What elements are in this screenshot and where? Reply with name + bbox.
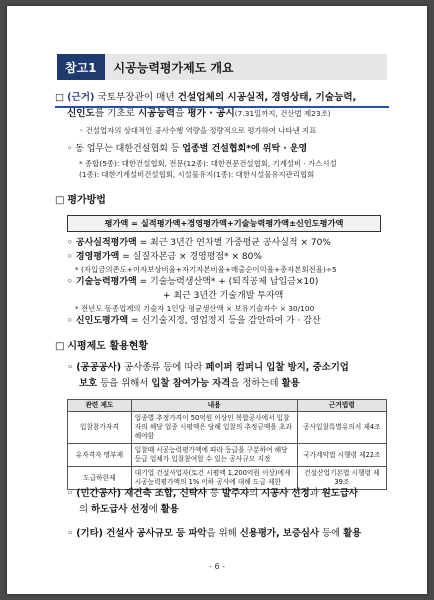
formula-box: 평가액 = 실적평가액+경영평가액+기술능력평가액±신인도평가액 <box>67 215 381 232</box>
table-cell: 유자격자 명부제 <box>68 444 132 467</box>
highlight-underline <box>55 106 389 108</box>
table-cell: 입찰참가자격 <box>68 412 132 444</box>
table-row <box>68 412 387 444</box>
table-header: 근거법령 <box>297 400 386 412</box>
public-paragraph: ◦ (공공공사) 공사종류 등에 따라 페이퍼 컴퍼니 입찰 방지, 중소기업 보호 등을 위해서 입찰 참여가능 자격을 정하는데 활용 <box>67 362 349 389</box>
section-title <box>57 54 387 80</box>
table-cell: 업종별 추정가격이 50억원 이상인 복합공사에서 입찰자의 해당 업종 시평액은 당해 입찰의 추정금액을 초과해야함 <box>131 412 297 444</box>
table-header: 내용 <box>131 400 297 412</box>
method-heading: □ 평가방법 <box>55 195 106 206</box>
basis-note1: * 종합(5종): 대한건설협회, 전문(12종): 대한전문건설협회, 기계설비 · 가스시설 <box>79 159 337 168</box>
document-page <box>7 6 427 594</box>
table-cell: 대기업 건설사업자(토건 시평액 1,200억원 이상)에게 시공능력평가액의 1% 이하 공사에 대해 도급 제한 <box>131 467 297 490</box>
basis-sub1: ◦ 건설업자의 상대적인 공사수행 역량을 정량적으로 평가하여 나타낸 지표 <box>79 126 317 135</box>
private-paragraph: ◦ (민간공사) 재건축 조합, 신탁사 등 발주자의 시공사 선정과 원도급사 의 하도급사 선정에 활용 <box>67 488 358 515</box>
table-header: 관련 제도 <box>68 400 132 412</box>
basis-sub2: ◦ 동 업무는 대한건설협회 등 업종별 건설협회*에 위탁 · 운영 <box>67 144 308 154</box>
title-tag: 참고1 <box>57 54 105 80</box>
usage-heading: □ 시평제도 활용현황 <box>55 341 149 352</box>
table-cell: 건설산업기본법 시행령 제39조 <box>297 467 386 490</box>
table-header-row <box>68 400 387 412</box>
usage-table <box>67 399 387 490</box>
other-paragraph: ◦ (기타) 건설사 공사규모 등 파악을 위해 신용평가, 보증심사 등에 활용 <box>67 528 362 539</box>
table-cell: 국가계약법 시행령 제22조 <box>297 444 386 467</box>
title-text: 시공능력평가제도 개요 <box>105 54 387 80</box>
table-cell: 입찰때 시공능력평가액에 따라 등급을 구분하여 해당 등급 업체가 입찰참여할 수 있는 공사규모 지정 <box>131 444 297 467</box>
basis-note2: (1종): 대한기계설비건설협회, 시설물유지(1종): 대한시설물유지관리협회 <box>79 170 315 179</box>
table-cell: 공사입찰특별유의서 제4조 <box>297 412 386 444</box>
method-items: ◦ 공사실적평가액 = 최근 3년간 연차별 가중평균 공사실적 × 70% ◦ 경영평가액 = 실질자본금 × 경영평점* × 80% * (자입금의존도+이자보상비율+자기자본비율+매출순이익율+총자본회전율)÷5 ◦ 기술능력평가액 = 기술능력생산액* + (퇴직공제 납입금×10) + 최근 3년간 기술개발 투자액 * 전년도 동종업계의 기술자 1인당 평균생산액 × 보유기술자수 × 30/100 ◦ 신인도평가액 = 신기술지정, 영업정지 등을 감안하여 가 · 감산 <box>67 238 337 326</box>
page-number: - 6 - <box>209 562 225 571</box>
table-row <box>68 444 387 467</box>
basis-paragraph: □ (근거) 국토부장관이 매년 건설업체의 시공실적, 경영상태, 기술능력, 신인도를 기초로 시공능력을 평가 · 공시(7.31일까지, 건산법 제23조) ◦ 건설업자의 상대적인 공사수행 역량을 정량적으로 평가하여 나타낸 지표 ◦ 동 업무는 대한건설협회 등 업종별 건설협회*에 위탁 · 운영 * 종합(5종): 대한건설협회, 전문(12종): 대한전문건설협회, 기계설비 · 가스시설 (1종): 대한기계설비건설협회, 시설물유지(1종): 대한시설물유지관리협회 <box>55 90 393 180</box>
table-cell: 도급하한제 <box>68 467 132 490</box>
